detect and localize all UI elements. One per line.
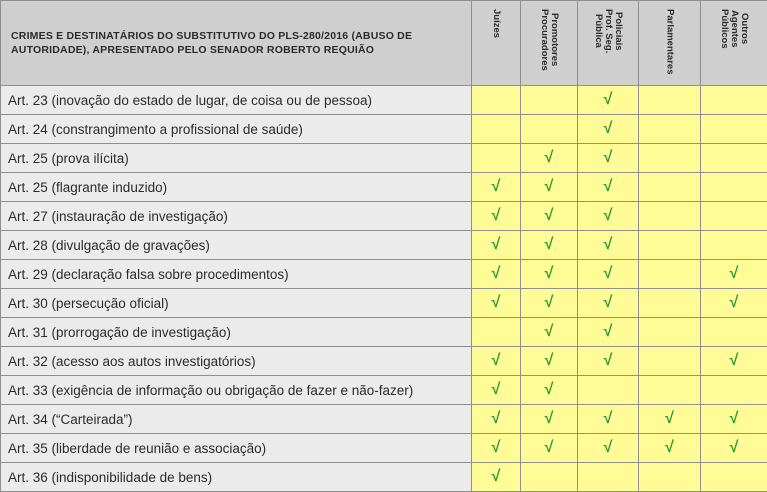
- cell-outros: [701, 405, 767, 434]
- column-header-promotores: [521, 1, 578, 86]
- check-icon: √: [492, 236, 501, 253]
- check-icon: √: [545, 439, 554, 456]
- cell-outros: [701, 260, 767, 289]
- cell-policiais: [578, 405, 639, 434]
- table-body: [1, 86, 767, 492]
- cell-parlamentares: [639, 434, 701, 463]
- cell-promotores: [521, 463, 578, 492]
- table-row: [1, 86, 767, 115]
- check-icon: √: [730, 352, 739, 369]
- cell-outros: [701, 115, 767, 144]
- row-label: Art. 30 (persecução oficial): [1, 289, 472, 318]
- check-icon: √: [492, 178, 501, 195]
- cell-policiais: [578, 289, 639, 318]
- check-icon: √: [604, 410, 613, 427]
- cell-outros: [701, 376, 767, 405]
- cell-juizes: [472, 144, 521, 173]
- check-icon: √: [492, 352, 501, 369]
- check-icon: √: [604, 323, 613, 340]
- check-icon: √: [545, 352, 554, 369]
- row-label: Art. 29 (declaração falsa sobre procedimentos): [1, 260, 472, 289]
- check-icon: √: [730, 294, 739, 311]
- table-row: [1, 434, 767, 463]
- check-icon: √: [545, 236, 554, 253]
- cell-promotores: [521, 202, 578, 231]
- cell-promotores: [521, 405, 578, 434]
- column-label: Juízes: [491, 9, 501, 38]
- check-icon: √: [545, 178, 554, 195]
- cell-outros: [701, 318, 767, 347]
- table-row: [1, 463, 767, 492]
- cell-outros: [701, 463, 767, 492]
- check-icon: √: [492, 439, 501, 456]
- table-row: [1, 405, 767, 434]
- column-header-juizes: [472, 1, 521, 86]
- cell-juizes: [472, 347, 521, 376]
- row-label: Art. 24 (constrangimento a profissional de saúde): [1, 115, 472, 144]
- table-row: [1, 318, 767, 347]
- cell-promotores: [521, 376, 578, 405]
- cell-parlamentares: [639, 318, 701, 347]
- cell-outros: [701, 144, 767, 173]
- cell-parlamentares: [639, 86, 701, 115]
- column-label: Outros Agentes Públicos: [719, 9, 749, 49]
- cell-juizes: [472, 405, 521, 434]
- cell-promotores: [521, 289, 578, 318]
- row-label: Art. 28 (divulgação de gravações): [1, 231, 472, 260]
- cell-policiais: [578, 318, 639, 347]
- check-icon: √: [665, 439, 674, 456]
- table-row: [1, 115, 767, 144]
- row-label: Art. 27 (instauração de investigação): [1, 202, 472, 231]
- column-label: Policiais Prof. Seg. Pública: [593, 9, 623, 53]
- cell-promotores: [521, 144, 578, 173]
- row-label: Art. 25 (flagrante induzido): [1, 173, 472, 202]
- cell-juizes: [472, 202, 521, 231]
- column-header-policiais: [578, 1, 639, 86]
- check-icon: √: [492, 381, 501, 398]
- cell-promotores: [521, 115, 578, 144]
- cell-promotores: [521, 347, 578, 376]
- check-icon: √: [545, 410, 554, 427]
- check-icon: √: [604, 236, 613, 253]
- check-icon: √: [730, 439, 739, 456]
- cell-parlamentares: [639, 173, 701, 202]
- column-header-parlamentares: [639, 1, 701, 86]
- check-icon: √: [604, 207, 613, 224]
- cell-policiais: [578, 202, 639, 231]
- cell-policiais: [578, 463, 639, 492]
- row-label: Art. 32 (acesso aos autos investigatórios): [1, 347, 472, 376]
- cell-outros: [701, 434, 767, 463]
- cell-outros: [701, 231, 767, 260]
- table-title: CRIMES E DESTINATÁRIOS DO SUBSTITUTIVO DO PLS-280/2016 (ABUSO DE AUTORIDADE), APRESENTADO PELO SENADOR ROBERTO REQUIÃO: [1, 1, 472, 86]
- cell-juizes: [472, 289, 521, 318]
- table-row: [1, 347, 767, 376]
- cell-policiais: [578, 260, 639, 289]
- check-icon: √: [545, 207, 554, 224]
- cell-parlamentares: [639, 463, 701, 492]
- cell-juizes: [472, 231, 521, 260]
- cell-juizes: [472, 376, 521, 405]
- cell-outros: [701, 202, 767, 231]
- row-label: Art. 35 (liberdade de reunião e associação): [1, 434, 472, 463]
- check-icon: √: [604, 352, 613, 369]
- row-label: Art. 34 (“Carteirada”): [1, 405, 472, 434]
- check-icon: √: [604, 149, 613, 166]
- cell-outros: [701, 289, 767, 318]
- check-icon: √: [730, 265, 739, 282]
- check-icon: √: [604, 294, 613, 311]
- cell-outros: [701, 86, 767, 115]
- check-icon: √: [545, 265, 554, 282]
- check-icon: √: [604, 439, 613, 456]
- cell-policiais: [578, 347, 639, 376]
- cell-promotores: [521, 434, 578, 463]
- check-icon: √: [604, 265, 613, 282]
- cell-policiais: [578, 434, 639, 463]
- cell-parlamentares: [639, 115, 701, 144]
- table-row: [1, 376, 767, 405]
- cell-juizes: [472, 463, 521, 492]
- check-icon: √: [492, 468, 501, 485]
- cell-juizes: [472, 173, 521, 202]
- table-row: [1, 144, 767, 173]
- cell-parlamentares: [639, 202, 701, 231]
- check-icon: √: [545, 149, 554, 166]
- cell-parlamentares: [639, 144, 701, 173]
- check-icon: √: [545, 294, 554, 311]
- cell-policiais: [578, 231, 639, 260]
- cell-promotores: [521, 173, 578, 202]
- cell-promotores: [521, 86, 578, 115]
- check-icon: √: [492, 265, 501, 282]
- row-label: Art. 31 (prorrogação de investigação): [1, 318, 472, 347]
- check-icon: √: [604, 120, 613, 137]
- row-label: Art. 23 (inovação do estado de lugar, de coisa ou de pessoa): [1, 86, 472, 115]
- cell-promotores: [521, 260, 578, 289]
- table-row: [1, 260, 767, 289]
- cell-parlamentares: [639, 231, 701, 260]
- cell-juizes: [472, 318, 521, 347]
- column-label: Parlamentares: [665, 9, 675, 74]
- cell-policiais: [578, 376, 639, 405]
- check-icon: √: [545, 381, 554, 398]
- cell-policiais: [578, 86, 639, 115]
- cell-juizes: [472, 86, 521, 115]
- row-label: Art. 36 (indisponibilidade de bens): [1, 463, 472, 492]
- row-label: Art. 33 (exigência de informação ou obrigação de fazer e não-fazer): [1, 376, 472, 405]
- check-icon: √: [492, 410, 501, 427]
- header-row: [1, 1, 767, 86]
- cell-outros: [701, 347, 767, 376]
- check-icon: √: [545, 323, 554, 340]
- check-icon: √: [730, 410, 739, 427]
- check-icon: √: [492, 207, 501, 224]
- check-icon: √: [665, 410, 674, 427]
- cell-promotores: [521, 231, 578, 260]
- cell-juizes: [472, 260, 521, 289]
- table-row: [1, 231, 767, 260]
- cell-policiais: [578, 144, 639, 173]
- cell-policiais: [578, 115, 639, 144]
- column-header-outros: [701, 1, 767, 86]
- cell-parlamentares: [639, 347, 701, 376]
- cell-promotores: [521, 318, 578, 347]
- cell-policiais: [578, 173, 639, 202]
- cell-parlamentares: [639, 260, 701, 289]
- cell-juizes: [472, 115, 521, 144]
- cell-parlamentares: [639, 289, 701, 318]
- check-icon: √: [492, 294, 501, 311]
- row-label: Art. 25 (prova ilícita): [1, 144, 472, 173]
- check-icon: √: [604, 91, 613, 108]
- cell-parlamentares: [639, 405, 701, 434]
- column-label: Promotores Procuradores: [539, 9, 559, 71]
- cell-outros: [701, 173, 767, 202]
- table-row: [1, 173, 767, 202]
- check-icon: √: [604, 178, 613, 195]
- table-row: [1, 289, 767, 318]
- table-row: [1, 202, 767, 231]
- cell-parlamentares: [639, 376, 701, 405]
- cell-juizes: [472, 434, 521, 463]
